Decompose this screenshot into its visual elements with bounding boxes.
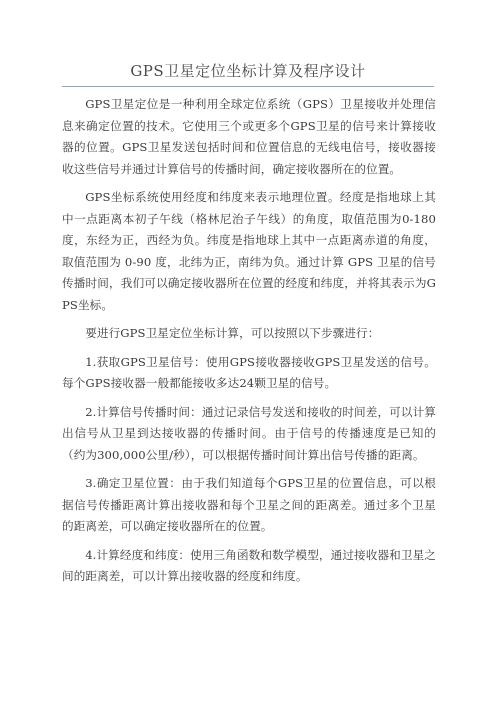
document-body [62, 94, 436, 595]
step-4: 4.计算经度和纬度：使用三角函数和数学模型，通过接收器和卫星之间的距离差，可以计算出接收器的经度和纬度。 [62, 547, 436, 583]
paragraph-intro: GPS卫星定位是一种利用全球定位系统（GPS）卫星接收并处理信息来确定位置的技术。它使用三个或更多个GPS卫星的信号来计算接收器的位置。GPS卫星发送包括时间和位置信息的无线电信号，接收器接收这些信号并通过计算信号的传播时间，确定接收器所在的位置。 [62, 97, 436, 176]
paragraph-steps-intro: 要进行GPS卫星定位坐标计算，可以按照以下步骤进行： [85, 326, 380, 340]
title-divider [62, 86, 434, 87]
paragraph-coordinate-system: GPS坐标系统使用经度和纬度来表示地理位置。经度是指地球上其中一点距离本初子午线（格林尼治子午线）的角度，取值范围为0-180度，东经为正，西经为负。纬度是指地球上其中一点距离赤道的角度，取值范围为 0-90 度，北纬为正，南纬为负。通过计算 GPS 卫星的信号传播时间，我们可以确定接收器所在位置的经度和纬度，并将其表示为GPS坐标。 [62, 190, 436, 312]
step-1: 1.获取GPS卫星信号：使用GPS接收器接收GPS卫星发送的信号。每个GPS接收器一般都能接收多达24颗卫星的信号。 [62, 354, 436, 390]
step-3: 3.确定卫星位置：由于我们知道每个GPS卫星的位置信息，可以根据信号传播距离计算出接收器和每个卫星之间的距离差。通过多个卫星的距离差，可以确定接收器所在的位置。 [62, 476, 436, 533]
document-title: GPS卫星定位坐标计算及程序设计 [130, 62, 366, 80]
step-2: 2.计算信号传播时间：通过记录信号发送和接收的时间差，可以计算出信号从卫星到达接收器的传播时间。由于信号的传播速度是已知的（约为300,000公里/秒），可以根据传播时间计算出信号传播的距离。 [62, 404, 436, 462]
